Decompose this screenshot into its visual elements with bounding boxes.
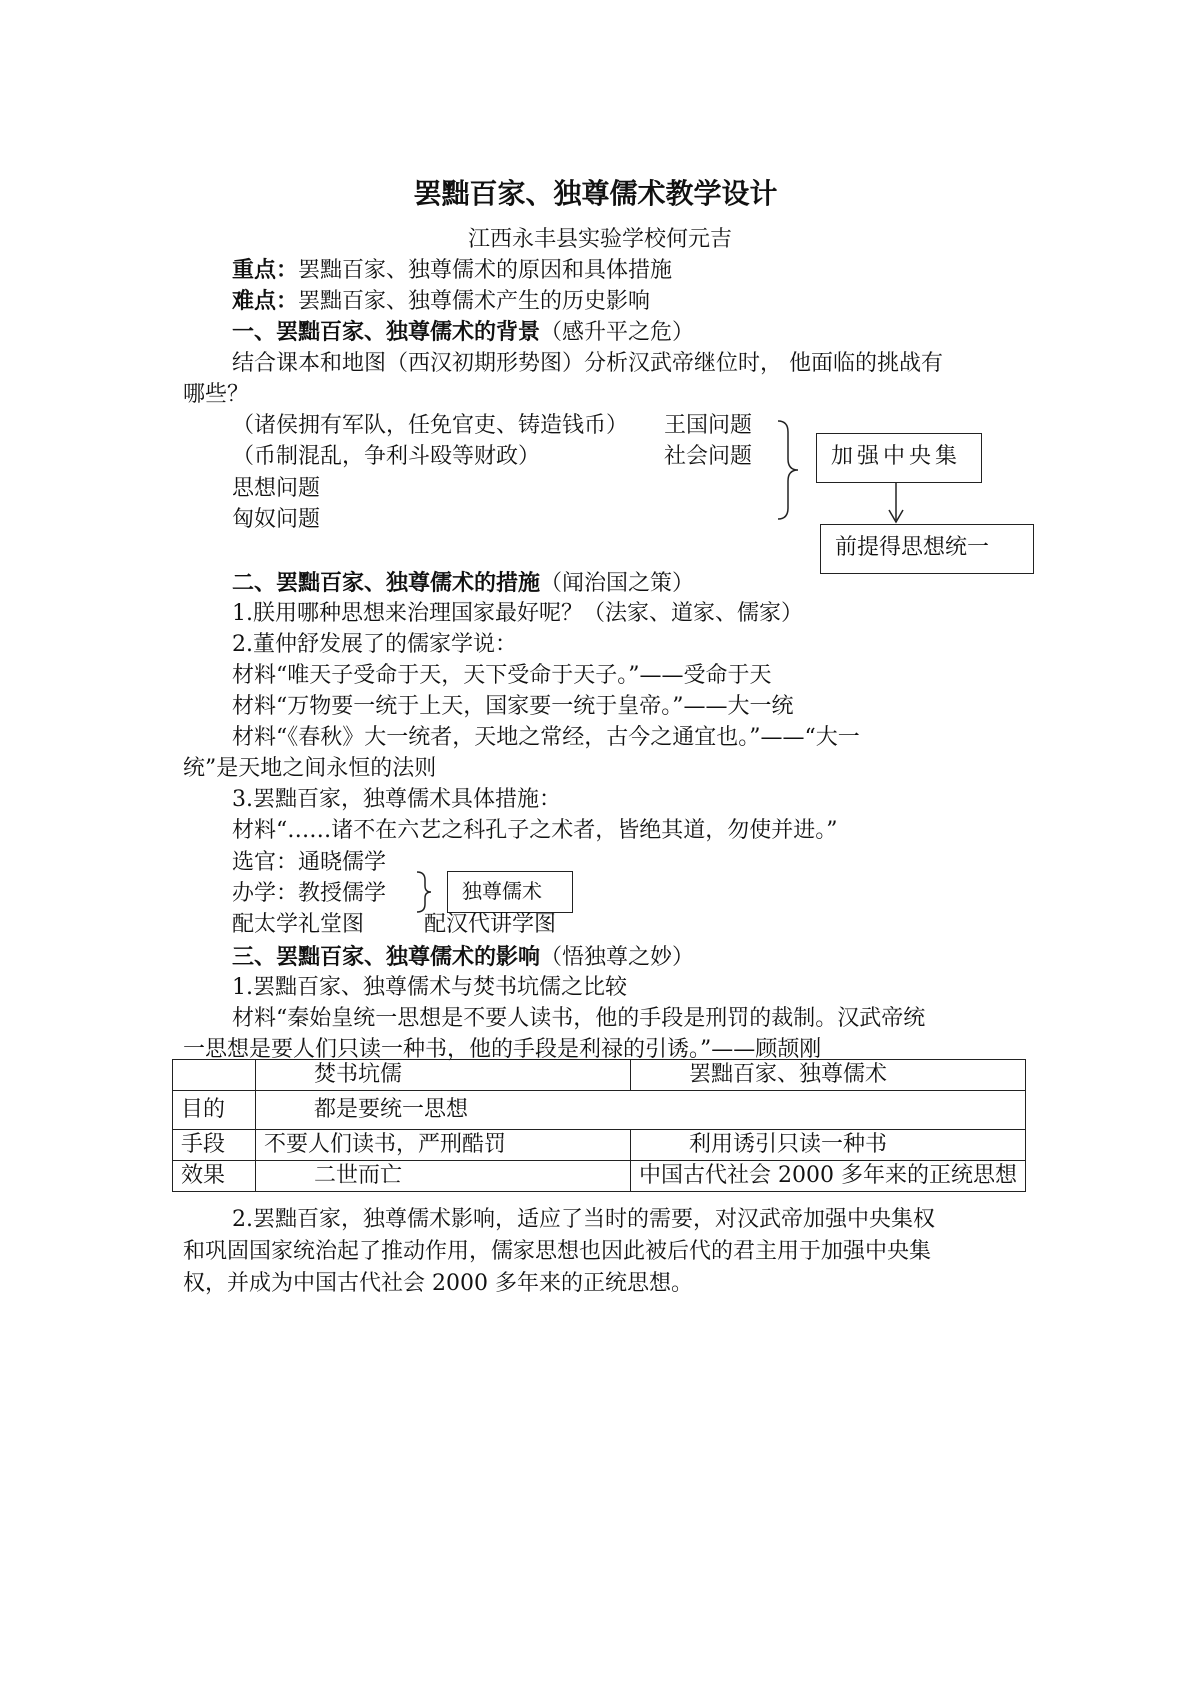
row-purpose-merged: 都是要统一思想 bbox=[256, 1091, 1026, 1130]
problem-note-1: （诸侯拥有军队，任免官吏、铸造钱币） bbox=[232, 413, 629, 438]
row-label-means: 手段 bbox=[173, 1130, 256, 1161]
comparison-table bbox=[172, 1059, 1026, 1192]
material-5-cont: 一思想是要人们只读一种书，他的手段是利禄的引诱。”——顾颉刚 bbox=[183, 1037, 822, 1062]
material-2: 材料“万物要一统于上天，国家要一统于皇帝。”——大一统 bbox=[232, 694, 794, 719]
difficulty-label: 难点： bbox=[232, 288, 299, 314]
confucianism-box: 独尊儒术 bbox=[447, 871, 573, 913]
table-row bbox=[173, 1161, 1026, 1192]
section2-q3: 3.罢黜百家，独尊儒术具体措施： bbox=[232, 787, 561, 812]
section1-subtitle: （感升平之危） bbox=[540, 320, 695, 345]
row-label-purpose: 目的 bbox=[173, 1091, 256, 1130]
measure-education: 办学：教授儒学 bbox=[232, 881, 387, 906]
section3-heading-line bbox=[232, 942, 694, 973]
table-header-burning-books: 焚书坑儒 bbox=[256, 1060, 631, 1091]
row-effect-a: 二世而亡 bbox=[256, 1161, 631, 1192]
section1-question: 结合课本和地图（西汉初期形势图）分析汉武帝继位时， 他面临的挑战有 bbox=[232, 351, 943, 376]
right-brace bbox=[778, 421, 798, 519]
row-means-b: 利用诱引只读一种书 bbox=[631, 1130, 1026, 1161]
material-3-cont: 统”是天地之间永恒的法则 bbox=[183, 756, 437, 781]
influence-paragraph-line2: 和巩固国家统治起了推动作用，儒家思想也因此被后代的君主用于加强中央集 bbox=[183, 1239, 932, 1264]
problem-label-2: 社会问题 bbox=[664, 444, 753, 469]
picture-note-1: 配太学礼堂图 bbox=[232, 912, 365, 937]
section2-q2: 2.董仲舒发展了的儒家学说： bbox=[232, 632, 517, 657]
material-1: 材料“唯天子受命于天，天下受命于天子。”——受命于天 bbox=[232, 663, 772, 688]
material-3: 材料“《春秋》大一统者，天地之常经，古今之通宜也。”——“大一 bbox=[232, 725, 860, 750]
influence-paragraph-line1: 2.罢黜百家，独尊儒术影响，适应了当时的需要，对汉武帝加强中央集权 bbox=[232, 1207, 935, 1232]
key-point-label: 重点： bbox=[232, 257, 299, 283]
small-brace bbox=[417, 872, 431, 912]
row-means-a: 不要人们读书，严刑酷罚 bbox=[256, 1130, 631, 1161]
document-title: 罢黜百家、独尊儒术教学设计 bbox=[413, 177, 778, 210]
problem-note-2: （币制混乱，争利斗殴等财政） bbox=[232, 444, 541, 469]
material-4: 材料“……诸不在六艺之科孔子之术者，皆绝其道，勿使并进。” bbox=[232, 818, 838, 843]
key-point-text: 罢黜百家、独尊儒术的原因和具体措施 bbox=[298, 258, 673, 283]
row-effect-b: 中国古代社会 2000 多年来的正统思想 bbox=[631, 1161, 1026, 1192]
picture-note-2: 配汉代讲学图 bbox=[424, 912, 557, 937]
table-header-confucianism: 罢黜百家、独尊儒术 bbox=[631, 1060, 1026, 1091]
section1-question-cont: 哪些？ bbox=[183, 382, 250, 407]
measure-official-selection: 选官：通晓儒学 bbox=[232, 850, 387, 875]
table-row bbox=[173, 1130, 1026, 1161]
problem-label-1: 王国问题 bbox=[664, 413, 753, 438]
author-line: 江西永丰县实验学校何元吉 bbox=[468, 227, 733, 252]
strengthen-central-box: 加强中央集 bbox=[816, 433, 982, 483]
section2-heading-line bbox=[232, 568, 694, 599]
section2-subtitle: （闻治国之策） bbox=[540, 571, 695, 596]
section3-q1: 1.罢黜百家、独尊儒术与焚书坑儒之比较 bbox=[232, 975, 627, 1000]
section2-heading: 二、罢黜百家、独尊儒术的措施 bbox=[232, 570, 541, 596]
influence-paragraph-line3: 权，并成为中国古代社会 2000 多年来的正统思想。 bbox=[183, 1271, 693, 1296]
row-label-effect: 效果 bbox=[173, 1161, 256, 1192]
section1-heading: 一、罢黜百家、独尊儒术的背景 bbox=[232, 319, 541, 345]
problem-label-4: 匈奴问题 bbox=[232, 507, 321, 532]
problem-label-3: 思想问题 bbox=[232, 476, 321, 501]
section3-subtitle: （悟独尊之妙） bbox=[540, 945, 695, 970]
table-header-row bbox=[173, 1060, 1026, 1091]
section2-q1: 1.朕用哪种思想来治理国家最好呢？（法家、道家、儒家） bbox=[232, 601, 803, 626]
table-row bbox=[173, 1091, 1026, 1130]
thought-unification-box: 前提得思想统一 bbox=[820, 524, 1034, 574]
section3-heading: 三、罢黜百家、独尊儒术的影响 bbox=[232, 944, 541, 970]
difficulty-text: 罢黜百家、独尊儒术产生的历史影响 bbox=[298, 289, 651, 314]
table-header-empty bbox=[173, 1060, 256, 1091]
material-5: 材料“秦始皇统一思想是不要人读书，他的手段是刑罚的裁制。汉武帝统 bbox=[232, 1006, 926, 1031]
